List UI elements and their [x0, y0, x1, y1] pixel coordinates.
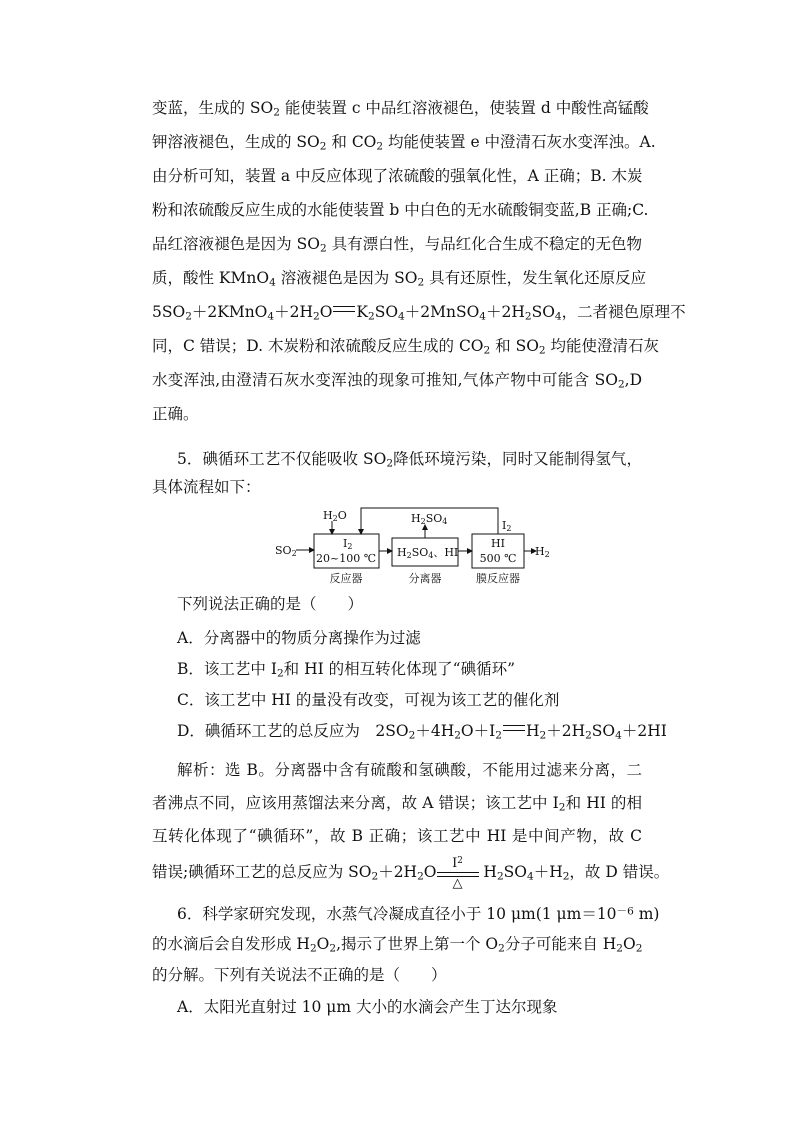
- q6-stem-line-3: 的分解。下列有关说法不正确的是（ ）: [152, 966, 447, 984]
- h2-label: H2: [535, 545, 550, 559]
- q5-solution-line-4: 错误;碘循环工艺的总反应为 $SO_2+2H_2O$ $I^2$ △ $H_2SO_4+H_2$，故 D 错误。: [152, 862, 669, 883]
- reactor-reagent: I2: [343, 537, 353, 551]
- i2-recycle-label: I2: [502, 519, 512, 533]
- condition-catalyst: $I^2$: [452, 856, 463, 871]
- q5-solution-line-3: 互转化体现了“碘循环”，故 B 正确；该工艺中 HI 是中间产物，故 C: [152, 827, 642, 845]
- p4-line-2: 钾溶液褪色，生成的 $SO_2$ 和 $CO_2$ 均能使装置 e 中澄清石灰水变浑浊。A.: [152, 133, 656, 153]
- p4-line-3: 由分析可知，装置 a 中反应体现了浓硫酸的强氧化性，A 正确；B. 木炭: [152, 167, 643, 185]
- q6-stem-line-2: 的水滴后会自发形成 $H_2O_2$,揭示了世界上第一个 $O_2$分子可能来自 $H_2O_2$: [152, 935, 643, 955]
- q5-prompt: 下列说法正确的是（ ）: [177, 595, 364, 613]
- separator-contents: H2SO4、HI: [397, 546, 459, 560]
- membrane-reactor-label: 膜反应器: [476, 572, 520, 585]
- separator-label: 分离器: [408, 572, 442, 585]
- p4-line-1: 变蓝，生成的 $SO_2$ 能使装置 c 中品红溶液褪色，使装置 d 中酸性高锰酸: [152, 99, 649, 119]
- q5-stem-line-2: 具体流程如下：: [152, 478, 261, 496]
- q5-solution-line-2: 者沸点不同，应该用蒸馏法来分离，故 A 错误；该工艺中 $I_2$和 HI 的相: [152, 794, 642, 814]
- q5-option-c: C．该工艺中 HI 的量没有改变，可视为该工艺的催化剂: [177, 691, 560, 709]
- q6-option-a: A．太阳光直射过 10 μm 大小的水滴会产生丁达尔现象: [177, 998, 558, 1016]
- q5-solution-line-1: 解析：选 B。分离器中含有硫酸和氢碘酸，不能用过滤来分离，二: [177, 761, 642, 779]
- membrane-reagent: HI: [491, 537, 505, 550]
- q5-option-d: D．碘循环工艺的总反应为 $2SO_2+4H_2O+I_2$ $H_2+2H_2SO_4+2HI$: [177, 722, 667, 742]
- p4-line-7-equation: $5SO_2+2KMnO_4+2H_2O$ $K_2SO_4+2MnSO_4+2H_2SO_4$，二者褪色原理不: [152, 303, 686, 323]
- p4-line-10: 正确。: [152, 405, 199, 423]
- h2so4-label: H2SO4: [411, 512, 448, 526]
- p4-line-5: 品红溶液褪色是因为 $SO_2$ 具有漂白性，与品红化合生成不稳定的无色物: [152, 235, 642, 255]
- p4-line-6: 质，酸性 KMnO$_4$ 溶液褪色是因为 $SO_2$ 具有还原性，发生氧化还原反应: [152, 269, 647, 289]
- p4-line-9: 水变浑浊,由澄清石灰水变浑浊的现象可推知,气体产物中可能含 $SO_2,D$: [152, 371, 642, 391]
- membrane-temperature: 500 ℃: [479, 552, 517, 565]
- p4-line-4: 粉和浓硫酸反应生成的水能使装置 b 中白色的无水硫酸铜变蓝,B 正确;C.: [152, 201, 649, 219]
- q5-stem-line-1: 5．碘循环工艺不仅能吸收 $SO_2$降低环境污染，同时又能制得氢气，: [177, 450, 642, 470]
- q5-option-a: A．分离器中的物质分离操作为过滤: [177, 629, 421, 647]
- equals-sign-icon: [503, 725, 525, 731]
- q5-option-b: B．该工艺中 $I_2$和 HI 的相互转化体现了“碘循环”: [177, 660, 515, 680]
- so2-label: SO2: [275, 544, 297, 558]
- reaction-condition: [437, 856, 479, 891]
- p4-line-8: 同，C 错误；D. 木炭粉和浓硫酸反应生成的 $CO_2$ 和 $SO_2$ 均能使澄清石灰: [152, 337, 660, 357]
- heat-triangle-icon: △: [452, 876, 463, 891]
- h2o-label: H2O: [323, 509, 347, 523]
- reactor-label: 反应器: [329, 572, 363, 585]
- iodine-cycle-flowchart: [270, 505, 550, 590]
- reactor-temperature: 20~100 ℃: [315, 552, 377, 565]
- q6-stem-line-1: 6．科学家研究发现，水蒸气冷凝成直径小于 10 μm(1 $\mu m=10^{-6}$ m): [177, 905, 660, 923]
- equals-sign-icon: [333, 306, 355, 312]
